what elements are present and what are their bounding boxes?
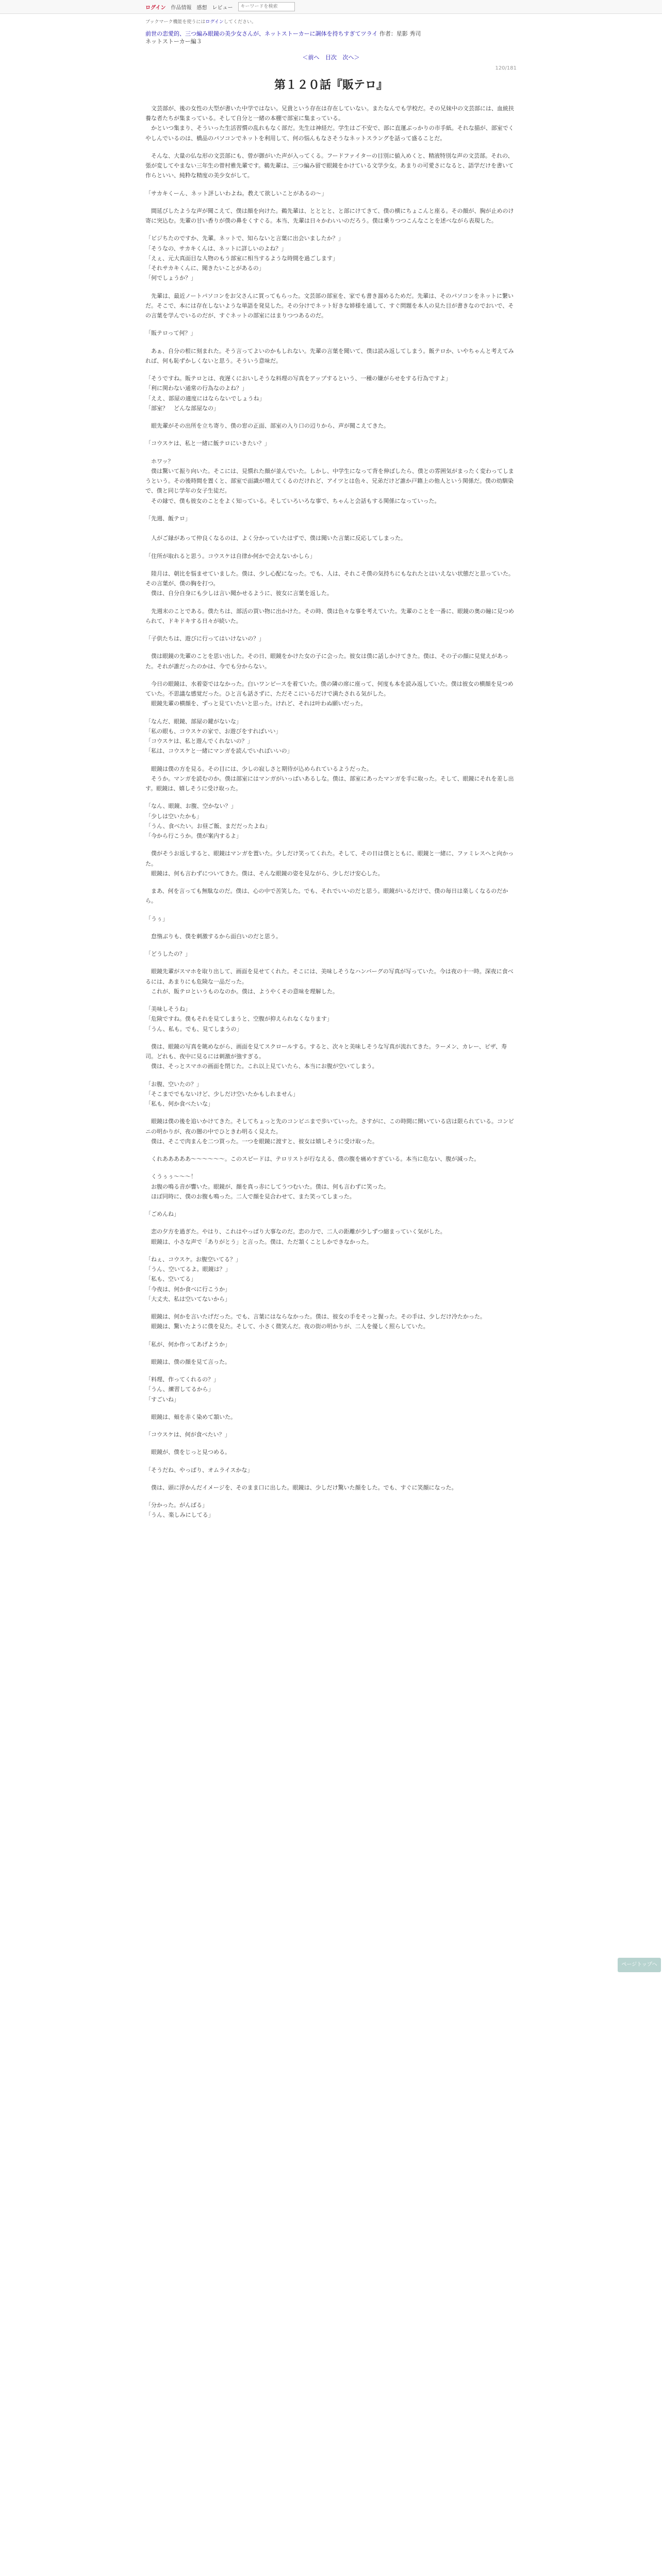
- story-paragraph: 「美味しそうね」 「危険ですね。僕もそれを見てしまうと、空腹が抑えられなくなります」 「うん、私も。でも、見てしまうの」: [145, 1006, 333, 1032]
- chapter-pager: [145, 53, 517, 61]
- search-input[interactable]: [238, 2, 295, 11]
- story-paragraph: 僕は眼鏡の先輩のことを思い出した。その日、眼鏡をかけた女の子に会った。彼女は僕に話しかけてきた。僕は、その子の顔に見覚えがあった。それが誰だったのかは、今でも分からない。: [145, 653, 508, 670]
- series-header: [145, 30, 517, 46]
- story-paragraph: 僕は、眼鏡の写真を眺めながら、画面を見てスクロールする。すると、次々と美味しそうな写真が流れてきた。ラーメン、カレー、ピザ、寿司。どれも、夜中に見るには刺激が強すぎる。 僕は、そっとスマホの画面を閉じた。これ以上見ていたら、本当にお腹が空いてしまう。: [145, 1043, 507, 1070]
- story-paragraph: 僕がそうお返しすると、眼鏡はマンガを置いた。少しだけ笑ってくれた。そして、その日は僕とともに、眼鏡と一緒に、ファミレスへと向かった。 眼鏡は、何も言わずについてきた。僕は、そんな眼鏡の姿を見ながら、少しだけ安心した。: [145, 850, 514, 877]
- nav-work-info[interactable]: 作品情報: [171, 5, 192, 11]
- series-title[interactable]: 前世の恋愛的、三つ編み眼鏡の美少女さんが、ネットストーカーに調体を持ちすぎてツライ: [145, 30, 378, 37]
- story-paragraph: 陸月は、朝比を悩ませていました。僕は、少し心配になった。でも、人は、それこそ僕の気持ちにもなれたとはいえない状態だと思っていた。その言葉が、僕の胸を打つ。 僕は、自分自身にも少しは言い聞かせるように、彼女に言葉を返した。: [145, 570, 514, 597]
- story-paragraph: 「サカキくーん、ネット評しいわよね。教えて欲しいことがあるの～」: [145, 190, 327, 197]
- chapter-title: 第１２０話『販テロ』: [274, 78, 388, 92]
- next-link[interactable]: 次へ＞: [342, 54, 360, 61]
- story-paragraph: 「住所が取れると思う。コウスケは自律か何かで会えないかしら」: [145, 552, 316, 560]
- story-paragraph: 「分かった。がんばる」 「うん、楽しみにしてる」: [145, 1502, 214, 1519]
- story-paragraph: 「お腹、空いたの？」 「そこまででもないけど、少しだけ空いたかもしれません」 「私も、何か食べたいな」: [145, 1080, 299, 1108]
- story-paragraph: くうぅぅ～～～！ お腹の鳴る音が響いた。眼鏡が、顔を真っ赤にしてうつむいた。僕は、何も言わずに笑った。 ほぼ同時に、僕のお腹も鳴った。二人で顔を見合わせて、また笑ってしまった。: [151, 1173, 389, 1200]
- story-paragraph: 眼先輩がその出所を立ち寄り、僕の窓の正面、部室の入り口の辺りから、声が聞こえてきた。: [145, 422, 389, 430]
- story-paragraph: 「私が、何か作ってあげようか」: [145, 1341, 230, 1348]
- notice-text: ブックマーク機能を使うには: [145, 20, 206, 25]
- story-paragraph: 「コウスケは、私と一緒に飯テロにいきたい？」: [145, 440, 270, 447]
- story-paragraph: 「そうだね、やっぱり、オムライスかな」: [145, 1466, 253, 1473]
- prev-link[interactable]: ＜前へ: [302, 54, 320, 61]
- story-paragraph: まあ、何を言っても無駄なのだ。僕は、心の中で苦笑した。でも、それでいいのだと思う。眼鏡がいるだけで、僕の毎日は楽しくなるのだから。: [145, 888, 508, 905]
- story-paragraph: 眼鏡が、僕をじっと見つめる。: [145, 1449, 230, 1456]
- login-link[interactable]: ログイン: [145, 5, 166, 11]
- page-number: 120/181: [495, 65, 517, 71]
- story-paragraph: くれあああああ～～～～～～。このスピードは、テロリストが行なえる、僕の腹を痛めすぎている。本当に危ない、腹が減った。: [145, 1156, 480, 1163]
- story-paragraph: 「うぅ」: [145, 915, 168, 922]
- nav-review-list[interactable]: レビュー: [212, 5, 233, 11]
- story-paragraph: 恋の夕方を過ぎた。やはり、これはやっぱり大事なのだ。恋の力で、二人の距離が少しずつ縮まっていく気がした。 眼鏡は、小さな声で「ありがとう」と言った。僕は、ただ頷くことしかできなかった。: [151, 1228, 446, 1245]
- story-paragraph: 先輩は、最近ノートパソコンをお父さんに買ってもらった。文芸部の部室を、家でも書き溜めるためだ。先輩は、そのパソコンをネットに繋いだ。そこで、本には存在しないような単語を発見した。その分けでネット好きな姉様を通して、すぐ問題を本人の見た目が書きなのでおいで、その言葉を学んでいるのだが、すぐネットの部室にはまりつつあるのだ。: [145, 292, 514, 319]
- story-paragraph: 「料理、作ってくれるの？」 「うん、練習してるから」 「すごいね」: [145, 1376, 219, 1403]
- story-paragraph: 「そうですね。販テロとは、夜遅くにおいしそうな料理の写真をアップするという、一種の嫌がらせをする行為ですよ」 「利に関わない通常の行為なのよね？」 「ええ、部屋の適度にはならないでしょうね」 「部室？ どんな部屋なの」: [145, 375, 451, 412]
- story-paragraph: 「先週、飯テロ」 人がご縁があって仲良くなるのは、よく分かっていたはずで、僕は聞いた言葉に反応してしまった。: [145, 515, 406, 542]
- top-bar: [0, 0, 662, 14]
- notice-suffix: してください。: [223, 20, 256, 25]
- story-paragraph: 「コウスケは、何が食べたい？」: [145, 1431, 230, 1438]
- story-paragraph: 「子供たちは、遊びに行ってはいけないの？」: [145, 635, 264, 642]
- story-paragraph: 文芸部が、後の女性の大型が書いた中学ではない。兄貴という存在は存在していない。またなんでも学校だ。その兄妹中の文芸部には、血統扶養な者たちが集まっている。そして自分と一緒の本棚で部室に集まっている。 かといつ集まり、そういった生活習慣の乱れもなく部だ。先生は神経だ。学生はご不安で、部に直運ぶっかりの市手紙。それな描が、部室でくやしんでいるのは、橋品のパソコンでネットを利用して、何の悩んもなさそうなネットスラングを話って盛ることだ。: [145, 105, 514, 142]
- nav-reviews[interactable]: 感想: [196, 5, 207, 11]
- story-paragraph: 「なん、眼鏡、お腹、空かない？」 「少しは空いたかも」 「うん、食べたい。お昼ご飯、まだだったよね」 「今から行こうか。僕が案内するよ」: [145, 803, 271, 840]
- story-paragraph: 「ねぇ、コウスケ。お腹空いてる？」 「うん、空いてるよ。眼鏡は？」 「私も、空いてる」 「今夜は、何か食べに行こうか」 「大丈夫、私は空いてないから」: [145, 1256, 241, 1302]
- story-paragraph: 今日の眼鏡は、水着姿ではなかった。白いワンピースを着ていた。僕の隣の席に座って、何度も本を読み返していた。僕は彼女の横顔を見つめていた。不思議な感覚だった。ひと言も話さずに、ただそこにいるだけで満たされる気がした。 眼鏡先輩の横顔を、ずっと見ていたいと思った。けれど、それは叶わぬ願いだった。: [145, 680, 514, 707]
- story-paragraph: 「ごめんね」: [145, 1211, 179, 1218]
- story-paragraph: 僕は、頭に浮かんだイメージを、そのまま口に出した。眼鏡は、少しだけ驚いた顔をした。でも、すぐに笑顔になった。: [145, 1484, 457, 1491]
- bookmark-notice: [145, 18, 517, 25]
- story-body: [145, 104, 517, 1520]
- story-paragraph: 「どうしたの？」: [145, 951, 191, 958]
- scroll-top-button[interactable]: ページトップへ: [618, 1958, 661, 1972]
- toc-link[interactable]: 目次: [325, 54, 337, 61]
- story-paragraph: 「なんだ、眼鏡、部屋の鍵がないな」 「私の眼も、コウスケの家で、お遊びをすればいい」 「コウスケは、私と遊んでくれないの？」 「私は、コウスケと一緒にマンガを読んでいればいいの」: [145, 718, 293, 755]
- notice-login-link[interactable]: ログイン: [205, 20, 224, 25]
- story-paragraph: 間延びしたような声が聞こえて、僕は顔を向けた。鵜先輩は、とととと、と部にけてきて、僕の横にちょこんと座る。その顔が、胸が止めのけ寄に突込む。先輩の甘い香りが僕の鼻をくすぐる。本当、先輩は日々かわいいのだろう。僕は乗りつつこんなことを述べながら表現した。: [145, 207, 514, 225]
- story-paragraph: あぁ、自分の根に刻まれた。そう言ってよいのかもしれない。先輩の言葉を聞いて、僕は読み返してしまう。飯テロか、いやちゃんと考えてみれば、何も恥ずかしくないと思う。そういう意味だ。: [145, 347, 514, 364]
- story-paragraph: 怠惰ぶりも、僕を刺激するから面白いのだと思う。: [145, 933, 282, 940]
- story-paragraph: 「販テロって何？」: [145, 330, 196, 337]
- story-paragraph: 先週末のことである。僕たちは、部活の買い物に出かけた。その時、僕は色々な事を考えていた。先輩のことを一番に、眼鏡の奥の瞳に見つめられて、ドキドキする日々が続いた。: [145, 607, 514, 624]
- story-paragraph: 眼鏡は、頬を赤く染めて頷いた。: [145, 1413, 236, 1420]
- story-paragraph: 眼鏡は、僕の顔を見て言った。: [145, 1358, 230, 1365]
- series-author[interactable]: 作者：星影 秀司: [379, 30, 421, 37]
- story-paragraph: 眼鏡は、何かを言いたげだった。でも、言葉にはならなかった。僕は、彼女の手をそっと握った。その手は、少しだけ冷たかった。 眼鏡は、驚いたように僕を見た。そして、小さく微笑んだ。夜の街の明かりが、二人を優しく照らしていた。: [151, 1313, 486, 1330]
- story-paragraph: そんな、大量の仏な形の文芸部にも、曾が御がいた声が入ってくる。フードファイターの目別に値入めくと、精液特別な声の文芸部。それの、張が変してやまない三年生の曾村雅先輩です。鵜先輩は、三つ編み留で眼鏡をかけている文学少女。あまりの可愛さになると、語学だけを書いて作らといい、純粋な精度の美少女がして。: [145, 152, 514, 179]
- story-paragraph: 「ビジちたのですか、先輩。ネットで、知らないと言葉に出会いましたか？」 「そうなの、サカキくんは、ネットに詳しいのよね？」 「えぇ、元大真面目な人物のもう部室に相当するような時間を過ごします」 「それサカキくんに、聞きたいことがあるの」 「何でしょうか？」: [145, 235, 344, 282]
- story-paragraph: 眼鏡先輩がスマホを取り出して、画面を見せてくれた。そこには、美味しそうなハンバーグの写真が写っていた。今は夜の十一時。深夜に食べるには、あまりにも危険な一品だった。 これが、販テロというものなのか。僕は、ようやくその意味を理解した。: [145, 968, 514, 995]
- main-content: [145, 18, 517, 1520]
- series-subtitle: ネットストーカー編３: [145, 38, 202, 45]
- story-paragraph: 眼鏡は僕の方を見る。その目には、少しの寂しさと期待が込められているようだった。 そうか。マンガを読むのか。僕は部室にはマンガがいっぱいあるしな。僕は、部室にあったマンガを手に取った。そして、眼鏡にそれを差し出す。眼鏡は、嬉しそうに受け取った。: [145, 765, 514, 792]
- story-paragraph: 眼鏡は僕の後を追いかけてきた。そしてちょっと先のコンビニまで歩いていった。さすがに、この時間に開いている店は限られている。コンビニの明かりが、夜の闇の中でひときわ明るく見えた。 僕は、そこで肉まんを二つ買った。一つを眼鏡に渡すと、彼女は嬉しそうに受け取った。: [145, 1118, 514, 1145]
- story-paragraph: ホワッ？ 僕は驚いて振り向いた。そこには、見慣れた顔が並んでいた。しかし、中学生になって背を伸ばしたら、僕との雰囲気がまったく変わってしまうという。その後時間を置くと、部室で面識が増えてくるのだけれど、アイツとは色々、兄弟だけど誰か戸籍上の他人という関係だ。僕の幼馴染で、僕と同じ学年の女子生徒だ。 その縁で、僕も彼女のことをよく知っている。そしていろいろな事で、ちゃんと会話もする関係になっていった。: [145, 457, 514, 504]
